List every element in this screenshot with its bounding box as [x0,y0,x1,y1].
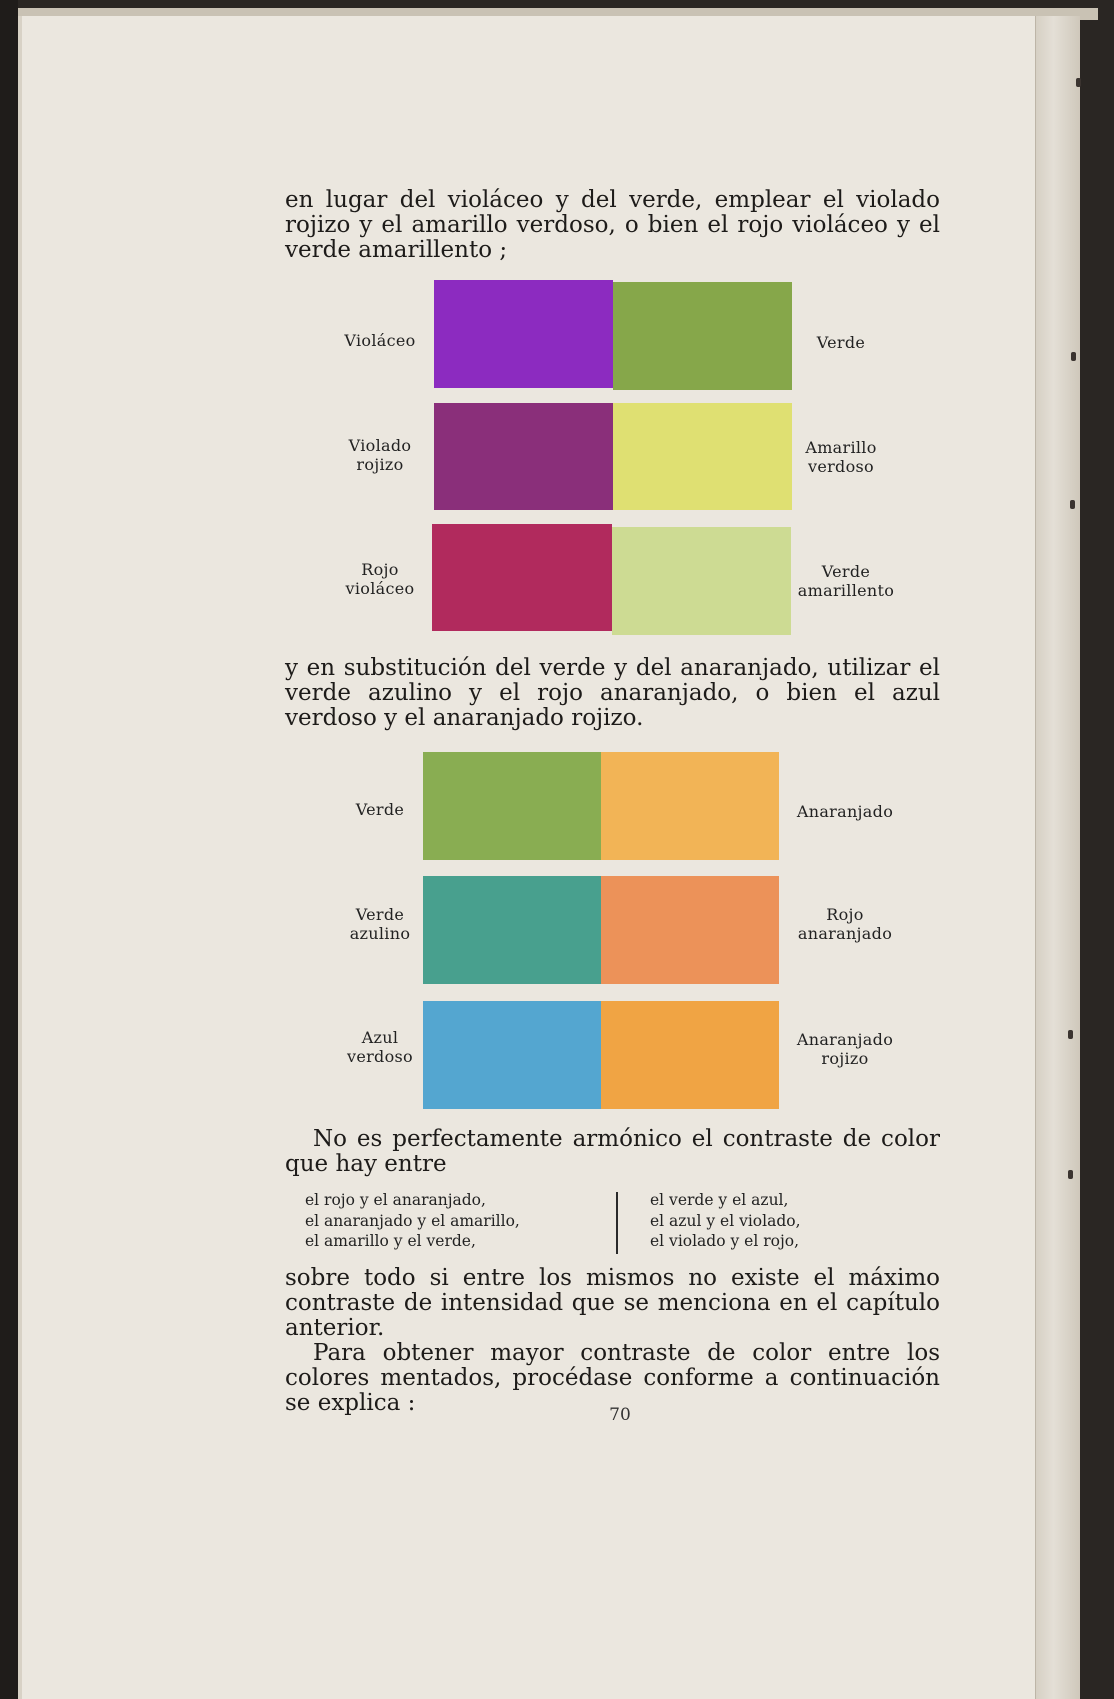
color-swatch [434,280,613,388]
color-swatch [601,752,779,860]
swatch-label-left: Azul verdoso [347,1028,413,1066]
edge-mark [1071,352,1076,361]
page-number: 70 [609,1405,631,1425]
color-swatch [601,876,779,984]
color-swatch [612,527,791,635]
intro-text: en lugar del violáceo y del verde, emplear el violado rojizo y el amarillo verdoso, o bien el rojo violáceo y el verde amarillento ; [285,187,940,263]
color-swatch [432,524,612,631]
middle-text: y en substitución del verde y del anaranjado, utilizar el verde azulino y el rojo anaranjado, o bien el azul verdoso y el anaranjado rojizo. [285,655,940,731]
color-swatch [423,876,601,984]
pair-item: el azul y el violado, [650,1211,801,1230]
edge-mark [1076,78,1081,87]
column-divider [616,1192,618,1254]
pairs-intro-paragraph [285,1127,940,1177]
closing-paragraphs [285,1266,940,1416]
swatch-label-right: Verde amarillento [797,562,895,600]
color-swatch [613,282,792,390]
closing-text-1: sobre todo si entre los mismos no existe el máximo contraste de intensidad que se menciona en el capítulo anterior. [285,1265,940,1341]
swatch-label-right: Verde [816,333,866,352]
color-swatch [613,403,792,510]
pairs-intro-text: No es perfectamente armónico el contraste de color que hay entre [285,1126,940,1177]
edge-mark [1068,1170,1073,1179]
pair-item: el violado y el rojo, [650,1232,800,1250]
pair-item: el verde y el azul, [650,1191,789,1209]
intro-paragraph [285,188,940,263]
color-swatch [423,752,601,860]
pair-item: el amarillo y el verde, [305,1232,476,1250]
closing-text-2: Para obtener mayor contraste de color entre los colores mentados, procédase conforme a continuación se explica : [285,1340,940,1416]
book-spine-shadow [0,0,18,1699]
edge-mark [1070,500,1075,509]
swatch-label-left: Verde [355,800,405,819]
swatch-label-right: Amarillo verdoso [805,438,877,476]
edge-mark [1068,1030,1073,1039]
pair-item: el rojo y el anaranjado, [305,1191,486,1209]
swatch-label-left: Violado rojizo [348,436,412,474]
swatch-label-left: Violáceo [344,331,416,350]
middle-paragraph [285,656,940,731]
swatch-label-right: Rojo anaranjado [797,905,893,943]
color-swatch [423,1001,601,1109]
pair-item: el anaranjado y el amarillo, [305,1211,520,1230]
color-swatch [434,403,613,510]
swatch-label-left: Rojo violáceo [345,560,415,598]
swatch-label-right: Anaranjado [796,802,894,821]
page-fore-edge [1035,16,1080,1699]
swatch-label-right: Anaranjado rojizo [796,1030,894,1068]
pairs-left-column [305,1190,595,1252]
pairs-right-column [650,1190,880,1252]
swatch-label-left: Verde azulino [349,905,411,943]
color-swatch [601,1001,779,1109]
